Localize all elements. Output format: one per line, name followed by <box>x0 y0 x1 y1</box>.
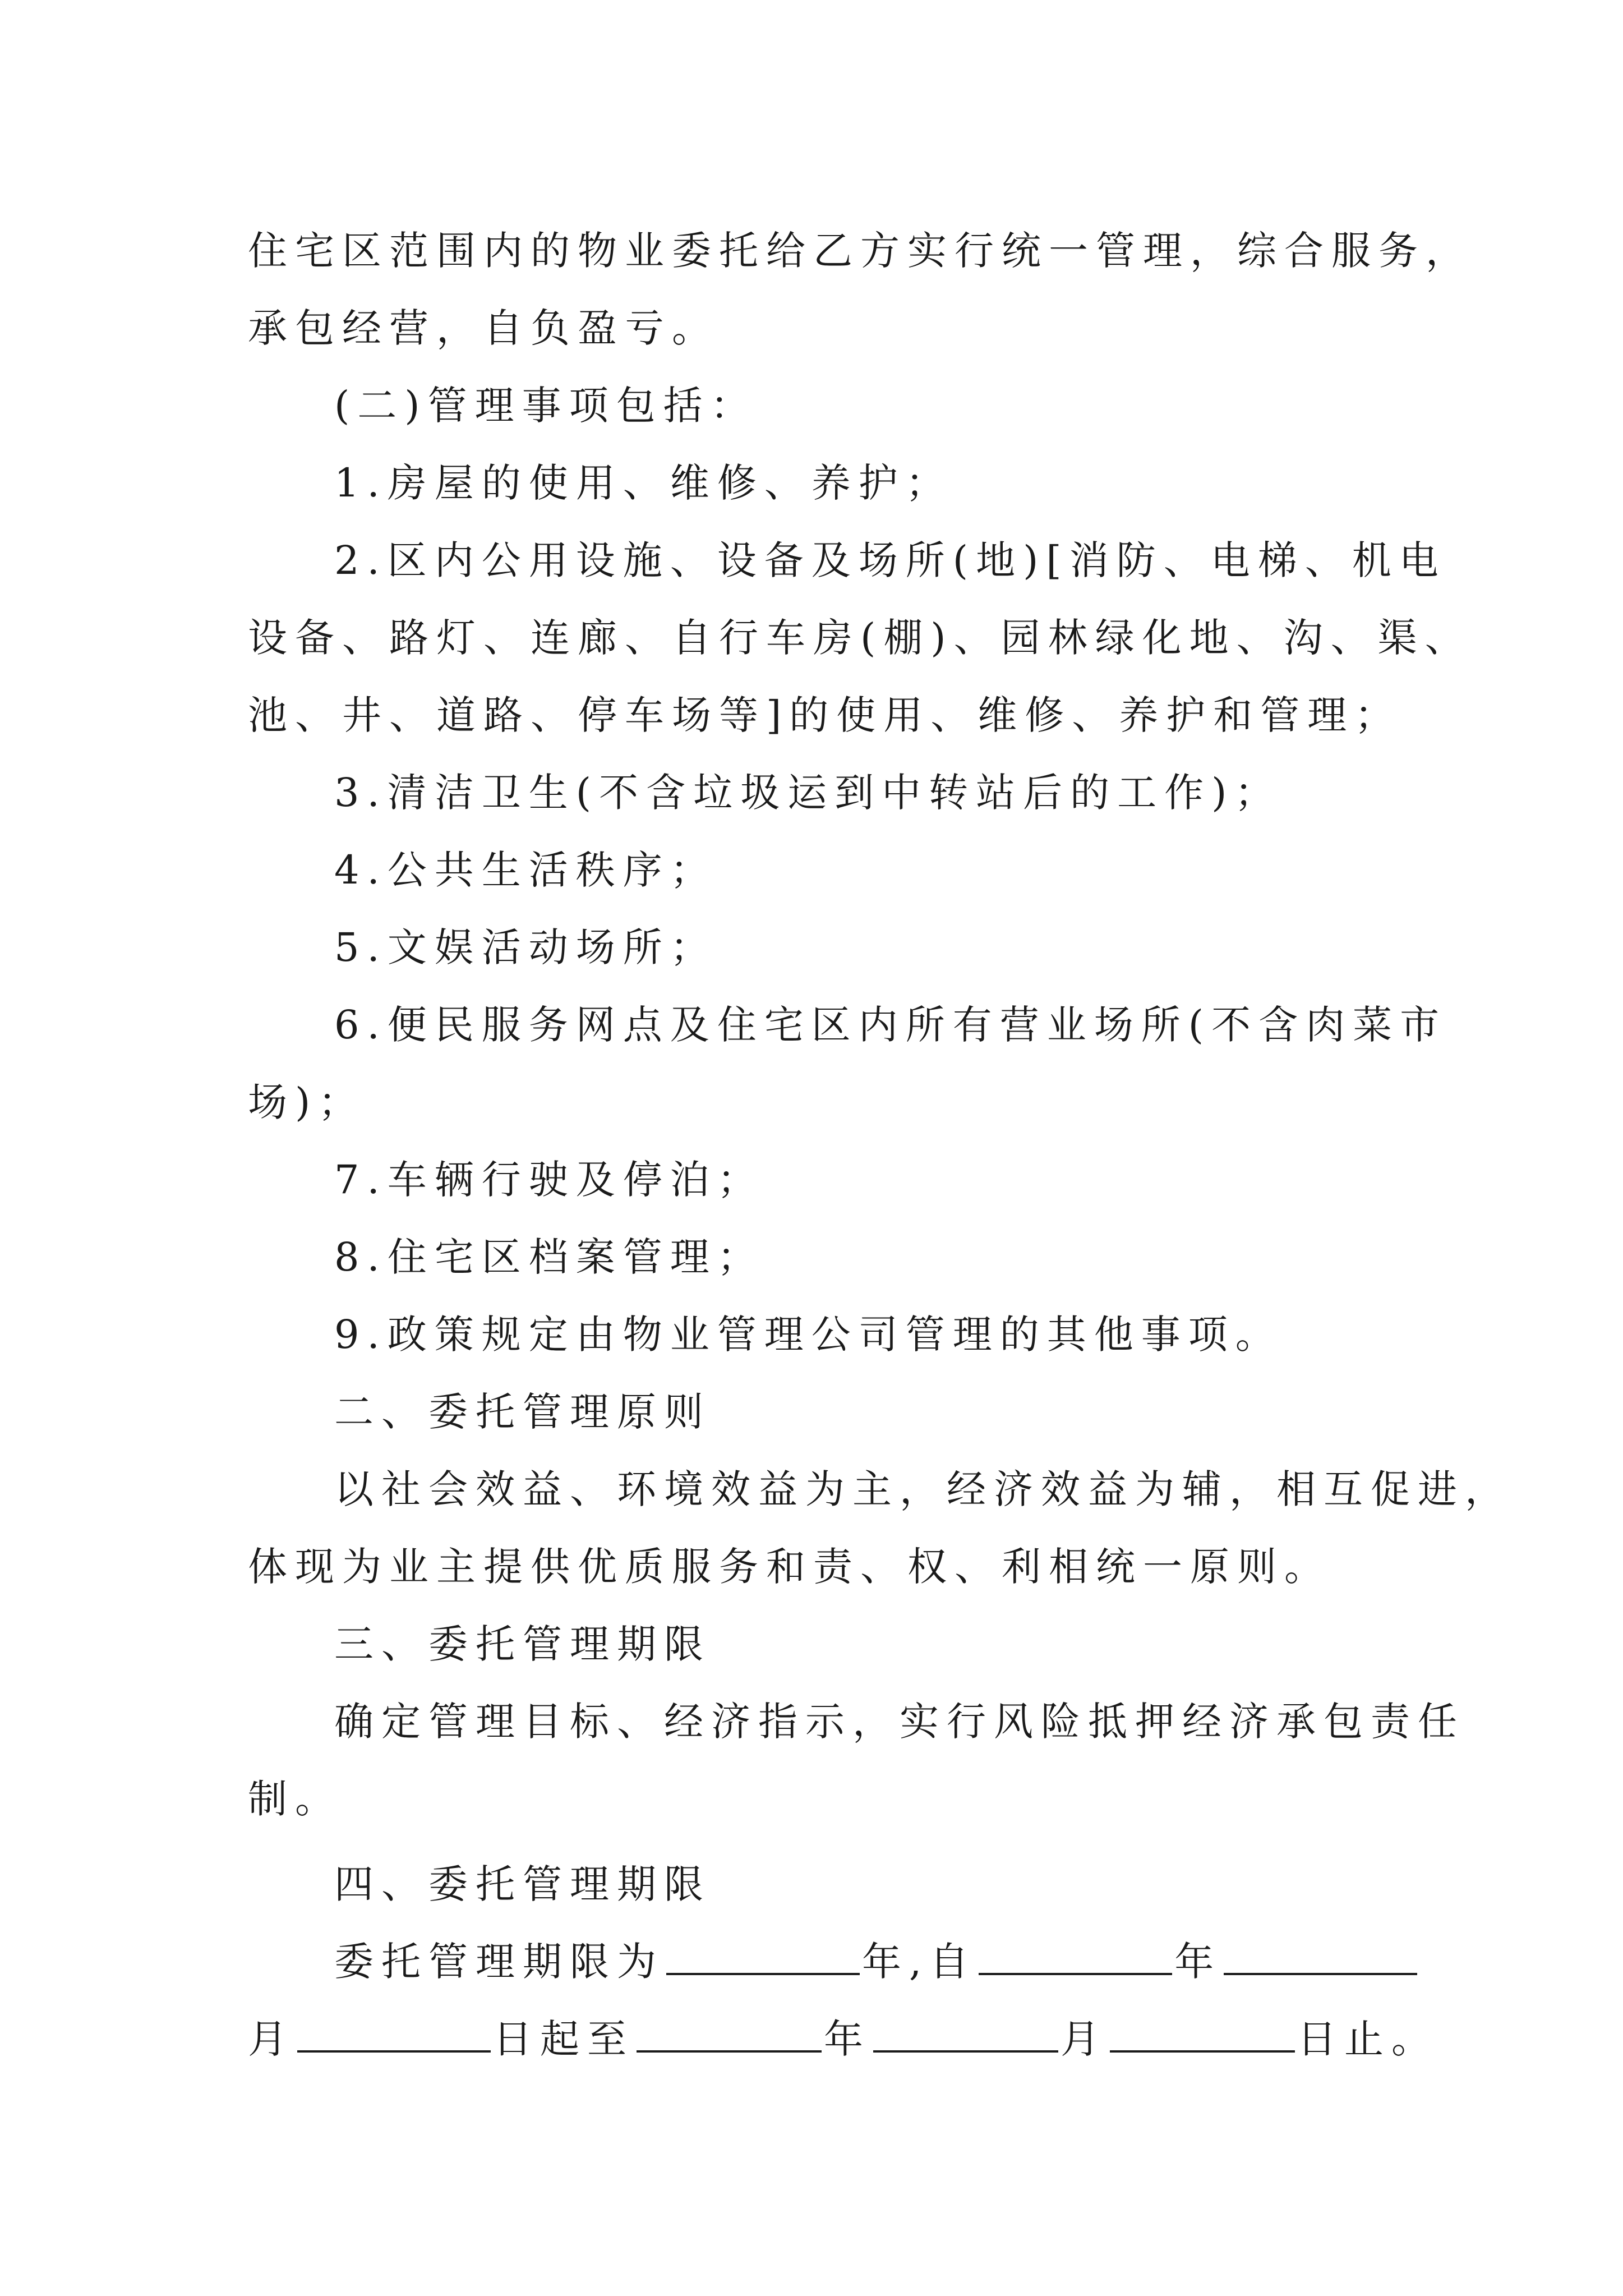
term-line <box>248 1923 1392 2000</box>
section-heading: 二、委托管理原则 <box>334 1389 711 1435</box>
list-item: 9.政策规定由物业管理公司管理的其他事项。 <box>334 1312 1283 1358</box>
term-prefix: 委托管理期限为 <box>334 1939 664 1985</box>
list-item: 4.公共生活秩序； <box>334 847 717 893</box>
spacer <box>248 1838 1392 1846</box>
section-heading: (二)管理事项包括： <box>334 383 758 429</box>
end-year-blank[interactable] <box>637 2014 822 2053</box>
date-line <box>248 2000 1438 2078</box>
list-item: 6.便民服务网点及住宅区内所有营业场所(不含肉菜市 <box>334 1002 1447 1048</box>
list-item-continuation: 场)； <box>248 1079 366 1125</box>
section-heading: 三、委托管理期限 <box>334 1621 711 1667</box>
list-item: 1.房屋的使用、维修、养护； <box>334 460 953 506</box>
section-heading: 四、委托管理期限 <box>334 1861 711 1907</box>
end-day-label: 日止。 <box>1297 2016 1438 2062</box>
start-day-blank[interactable] <box>297 2014 491 2053</box>
list-item: 3.清洁卫生(不含垃圾运到中转站后的工作)； <box>334 770 1282 816</box>
paragraph-line: 以社会效益、环境效益为主，经济效益为辅，相互促进， <box>334 1466 1512 1512</box>
start-day-label: 日起至 <box>493 2016 634 2062</box>
document-body <box>248 212 1512 2078</box>
end-month-blank[interactable] <box>873 2014 1058 2053</box>
list-item: 7.车辆行驶及停泊； <box>334 1157 764 1203</box>
start-month-blank[interactable] <box>1224 1937 1417 1975</box>
list-item: 2.区内公用设施、设备及场所(地)[消防、电梯、机电 <box>334 537 1446 583</box>
start-year-blank[interactable] <box>979 1937 1172 1975</box>
list-item: 8.住宅区档案管理； <box>334 1234 764 1280</box>
term-year-label: 年,自 <box>862 1939 977 1985</box>
list-item-continuation: 设备、路灯、连廊、自行车房(棚)、园林绿化地、沟、渠、 <box>248 615 1472 661</box>
start-month-label: 月 <box>248 2016 295 2062</box>
paragraph-line: 住宅区范围内的物业委托给乙方实行统一管理，综合服务， <box>248 228 1473 274</box>
start-year-label: 年 <box>1174 1939 1222 1985</box>
paragraph-line: 体现为业主提供优质服务和责、权、利相统一原则。 <box>248 1544 1331 1590</box>
term-years-blank[interactable] <box>666 1937 860 1975</box>
end-month-label: 月 <box>1061 2016 1108 2062</box>
end-year-label: 年 <box>824 2016 871 2062</box>
end-day-blank[interactable] <box>1110 2014 1295 2053</box>
paragraph-line: 确定管理目标、经济指示，实行风险抵押经济承包责任 <box>334 1699 1465 1745</box>
paragraph-line: 制。 <box>248 1776 342 1822</box>
list-item: 5.文娱活动场所； <box>334 924 717 970</box>
paragraph-line: 承包经营，自负盈亏。 <box>248 305 719 351</box>
list-item-continuation: 池、井、道路、停车场等]的使用、维修、养护和管理； <box>248 692 1402 738</box>
